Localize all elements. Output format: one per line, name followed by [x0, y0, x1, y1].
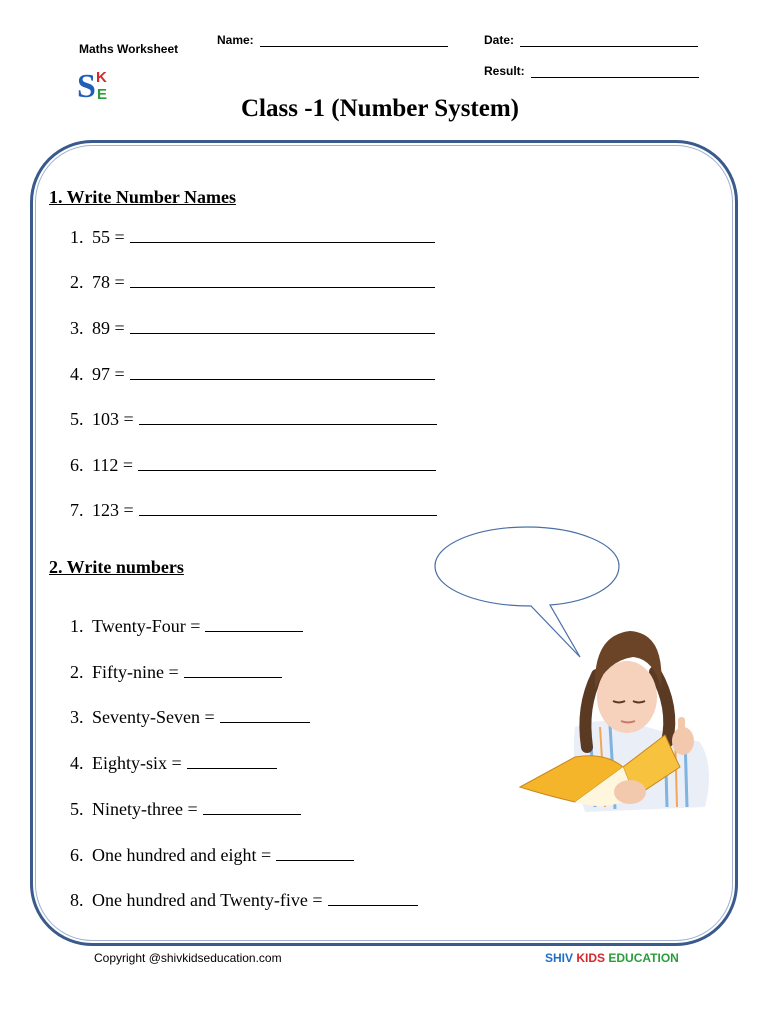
- number-name-question[interactable]: [70, 500, 437, 521]
- question-number: 1.: [70, 227, 84, 247]
- brand-kids: KIDS: [576, 951, 606, 965]
- page-title: Class -1 (Number System): [241, 95, 519, 122]
- question-number: 3.: [70, 707, 84, 727]
- question-number: 1.: [70, 616, 84, 636]
- answer-blank[interactable]: [203, 800, 301, 815]
- question-text: Seventy-Seven =: [92, 707, 215, 727]
- result-blank[interactable]: [531, 67, 699, 78]
- question-number: 6.: [70, 845, 84, 865]
- answer-blank[interactable]: [328, 891, 418, 906]
- content-frame: [30, 140, 738, 946]
- write-number-question[interactable]: [70, 890, 418, 911]
- worksheet-label: Maths Worksheet: [79, 42, 179, 56]
- answer-blank[interactable]: [276, 846, 354, 861]
- section-1-heading: 1. Write Number Names: [49, 187, 236, 207]
- question-number: 5.: [70, 409, 84, 429]
- question-number: 8.: [70, 890, 84, 910]
- name-blank[interactable]: [260, 36, 448, 47]
- answer-blank[interactable]: [139, 410, 437, 425]
- answer-blank[interactable]: [130, 273, 435, 288]
- answer-blank[interactable]: [220, 708, 310, 723]
- name-label: Name:: [217, 33, 254, 47]
- number-name-question[interactable]: [70, 272, 435, 293]
- number-name-question[interactable]: [70, 227, 435, 248]
- question-text: One hundred and Twenty-five =: [92, 890, 323, 910]
- number-name-question[interactable]: [70, 409, 437, 430]
- question-text: 78 =: [92, 272, 125, 292]
- answer-blank[interactable]: [187, 754, 277, 769]
- answer-blank[interactable]: [138, 456, 436, 471]
- question-text: One hundred and eight =: [92, 845, 272, 865]
- question-text: 89 =: [92, 318, 125, 338]
- question-number: 4.: [70, 753, 84, 773]
- brand-education: EDUCATION: [608, 951, 679, 965]
- question-text: 103 =: [92, 409, 134, 429]
- name-field[interactable]: [217, 33, 448, 47]
- write-number-question[interactable]: [70, 799, 301, 820]
- question-text: Eighty-six =: [92, 753, 182, 773]
- question-text: 123 =: [92, 500, 134, 520]
- answer-blank[interactable]: [130, 319, 435, 334]
- question-number: 6.: [70, 455, 84, 475]
- number-name-question[interactable]: [70, 455, 436, 476]
- question-number: 7.: [70, 500, 84, 520]
- question-number: 2.: [70, 662, 84, 682]
- write-number-question[interactable]: [70, 753, 277, 774]
- question-number: 4.: [70, 364, 84, 384]
- question-number: 3.: [70, 318, 84, 338]
- svg-text:S: S: [77, 68, 96, 102]
- write-number-question[interactable]: [70, 845, 354, 866]
- date-field[interactable]: [484, 33, 698, 47]
- write-number-question[interactable]: [70, 616, 303, 637]
- number-name-question[interactable]: [70, 318, 435, 339]
- date-blank[interactable]: [520, 36, 698, 47]
- girl-reading-illustration: [515, 617, 725, 822]
- question-text: Fifty-nine =: [92, 662, 179, 682]
- result-field[interactable]: [484, 64, 699, 78]
- question-text: Twenty-Four =: [92, 616, 201, 636]
- answer-blank[interactable]: [130, 365, 435, 380]
- svg-text:E: E: [97, 86, 108, 102]
- question-text: 112 =: [92, 455, 133, 475]
- brand-name: [545, 951, 679, 965]
- question-text: 97 =: [92, 364, 125, 384]
- write-number-question[interactable]: [70, 662, 282, 683]
- answer-blank[interactable]: [130, 228, 435, 243]
- question-text: Ninety-three =: [92, 799, 198, 819]
- answer-blank[interactable]: [139, 501, 437, 516]
- answer-blank[interactable]: [184, 663, 282, 678]
- brand-shiv: SHIV: [545, 951, 574, 965]
- svg-text:K: K: [96, 69, 107, 86]
- question-number: 2.: [70, 272, 84, 292]
- question-number: 5.: [70, 799, 84, 819]
- section-2-heading: 2. Write numbers: [49, 557, 184, 577]
- number-name-question[interactable]: [70, 364, 435, 385]
- write-number-question[interactable]: [70, 707, 310, 728]
- date-label: Date:: [484, 33, 515, 47]
- question-text: 55 =: [92, 227, 125, 247]
- result-label: Result:: [484, 64, 525, 78]
- answer-blank[interactable]: [205, 617, 303, 632]
- copyright-text: Copyright @shivkidseducation.com: [94, 951, 282, 965]
